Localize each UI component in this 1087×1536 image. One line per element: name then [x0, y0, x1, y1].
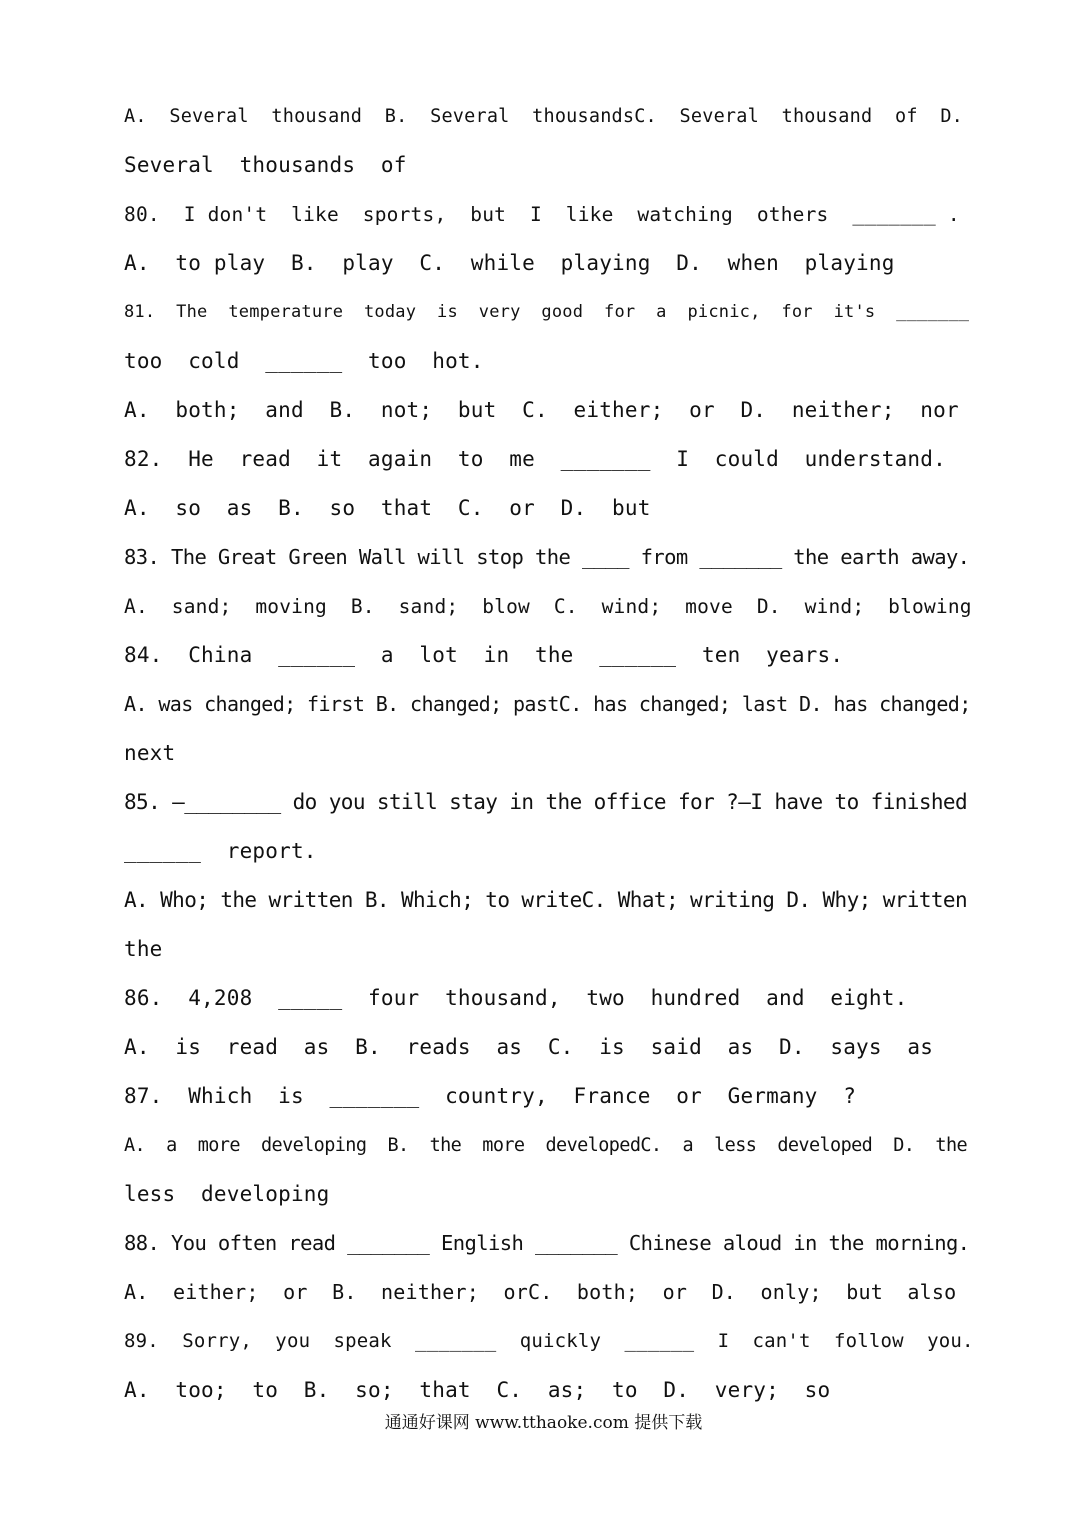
text-line: next [124, 741, 176, 765]
text-line: too cold ______ too hot. [124, 349, 484, 373]
question-87: 87. Which is _______ country, France or Germany ? [124, 1084, 857, 1108]
text-line: less developing [124, 1182, 330, 1206]
options-85: A. Who; the written B. Which; to writeC. What; writing D. Why; written [124, 888, 968, 912]
text-line: A. Several thousand B. Several thousandsC. Several thousand of D. [124, 106, 964, 127]
question-80: 80. I don't like sports, but I like watching others _______ . [124, 203, 960, 226]
question-81: 81. The temperature today is very good for a picnic, for it's _______ [124, 302, 970, 322]
question-84: 84. China ______ a lot in the ______ ten years. [124, 643, 844, 667]
options-84: A. was changed; first B. changed; pastC. has changed; last D. has changed; [124, 692, 971, 716]
text-line: the [124, 937, 163, 961]
options-86: A. is read as B. reads as C. is said as D. says as [124, 1035, 934, 1059]
options-80: A. to play B. play C. while playing D. when playing [124, 251, 895, 275]
text-line: ______ report. [124, 839, 317, 863]
text-line: Several thousands of [124, 153, 407, 177]
question-89: 89. Sorry, you speak _______ quickly ______ I can't follow you. [124, 1330, 974, 1352]
question-83: 83. The Great Green Wall will stop the ____ from _______ the earth away. [124, 545, 970, 569]
question-86: 86. 4,208 _____ four thousand, two hundred and eight. [124, 986, 908, 1010]
options-87: A. a more developing B. the more developedC. a less developed D. the [124, 1135, 968, 1156]
question-82: 82. He read it again to me _______ I could understand. [124, 447, 946, 471]
options-83: A. sand; moving B. sand; blow C. wind; move D. wind; blowing [124, 595, 972, 618]
page-footer: 通通好课网 www.tthaoke.com 提供下载 [384, 1413, 703, 1433]
question-88: 88. You often read _______ English _______ Chinese aloud in the morning. [124, 1231, 970, 1255]
question-85: 85. —________ do you still stay in the office for ?—I have to finished [124, 790, 968, 814]
options-81: A. both; and B. not; but C. either; or D. neither; nor [124, 398, 959, 422]
options-89: A. too; to B. so; that C. as; to D. very; so [124, 1378, 831, 1402]
question-list [124, 92, 974, 1415]
options-82: A. so as B. so that C. or D. but [124, 496, 651, 520]
options-88: A. either; or B. neither; orC. both; or D. only; but also [124, 1280, 957, 1304]
